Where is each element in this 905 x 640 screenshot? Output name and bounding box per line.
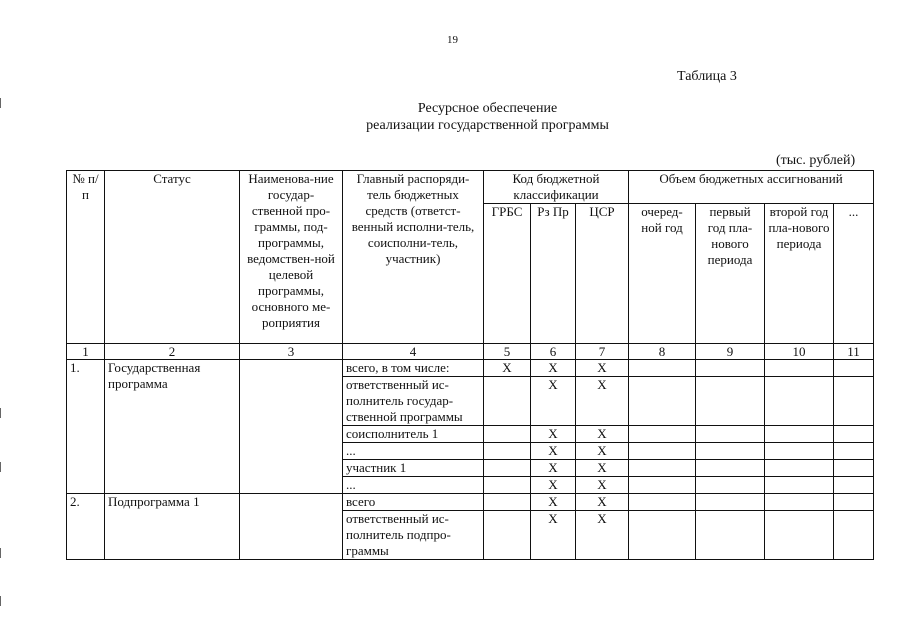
row-csr: X bbox=[576, 360, 629, 377]
column-number: 11 bbox=[834, 344, 874, 360]
row-manager: соисполнитель 1 bbox=[343, 426, 484, 443]
row-more bbox=[834, 511, 874, 560]
column-number: 5 bbox=[484, 344, 531, 360]
row-first-year bbox=[696, 426, 765, 443]
row-second-year bbox=[765, 477, 834, 494]
row-second-year bbox=[765, 511, 834, 560]
column-number: 7 bbox=[576, 344, 629, 360]
row-manager: всего, в том числе: bbox=[343, 360, 484, 377]
row-more bbox=[834, 477, 874, 494]
header-volume: Объем бюджетных ассигнований bbox=[629, 171, 874, 204]
column-number: 2 bbox=[105, 344, 240, 360]
column-number: 10 bbox=[765, 344, 834, 360]
row-first-year bbox=[696, 443, 765, 460]
row-first-year bbox=[696, 494, 765, 511]
table-row bbox=[67, 494, 874, 511]
header-status: Статус bbox=[105, 171, 240, 344]
scan-edge-marks bbox=[0, 0, 6, 640]
row-more bbox=[834, 360, 874, 377]
header-second-year: второй год пла-нового периода bbox=[765, 204, 834, 344]
row-next-year bbox=[629, 360, 696, 377]
row-grbs bbox=[484, 477, 531, 494]
row-csr: X bbox=[576, 426, 629, 443]
row-next-year bbox=[629, 377, 696, 426]
row-next-year bbox=[629, 511, 696, 560]
row-manager: ответственный ис-полнитель государ-ственной программы bbox=[343, 377, 484, 426]
row-more bbox=[834, 377, 874, 426]
row-next-year bbox=[629, 460, 696, 477]
row-first-year bbox=[696, 377, 765, 426]
header-more: ... bbox=[834, 204, 874, 344]
row-next-year bbox=[629, 443, 696, 460]
row-more bbox=[834, 494, 874, 511]
row-manager: участник 1 bbox=[343, 460, 484, 477]
row-second-year bbox=[765, 494, 834, 511]
header-manager: Главный распоряди-тель бюджетных средств (ответст-венный исполни-тель, соисполни-тель, участник) bbox=[343, 171, 484, 344]
row-grbs bbox=[484, 426, 531, 443]
row-status: Подпрограмма 1 bbox=[105, 494, 240, 560]
row-grbs bbox=[484, 377, 531, 426]
row-status: Государственная программа bbox=[105, 360, 240, 494]
title-line-1: Ресурсное обеспечение bbox=[417, 101, 558, 116]
row-more bbox=[834, 460, 874, 477]
title-line-2: реализации государственной программы bbox=[366, 118, 609, 133]
row-rzpr: X bbox=[531, 494, 576, 511]
row-rzpr: X bbox=[531, 477, 576, 494]
row-number: 2. bbox=[67, 494, 105, 560]
row-manager: ... bbox=[343, 443, 484, 460]
row-first-year bbox=[696, 360, 765, 377]
header-csr: ЦСР bbox=[576, 204, 629, 344]
row-manager: всего bbox=[343, 494, 484, 511]
row-grbs bbox=[484, 460, 531, 477]
row-rzpr: X bbox=[531, 377, 576, 426]
row-second-year bbox=[765, 426, 834, 443]
row-second-year bbox=[765, 360, 834, 377]
column-number: 4 bbox=[343, 344, 484, 360]
row-csr: X bbox=[576, 477, 629, 494]
header-row-1 bbox=[67, 171, 874, 204]
table-row bbox=[67, 360, 874, 377]
row-first-year bbox=[696, 511, 765, 560]
table-caption: Таблица 3 bbox=[677, 69, 737, 84]
row-manager: ответственный ис-полнитель подпро-граммы bbox=[343, 511, 484, 560]
row-csr: X bbox=[576, 377, 629, 426]
row-csr: X bbox=[576, 511, 629, 560]
document-title bbox=[0, 100, 905, 134]
column-number-row bbox=[67, 344, 874, 360]
row-number: 1. bbox=[67, 360, 105, 494]
row-first-year bbox=[696, 460, 765, 477]
resource-table bbox=[66, 170, 874, 560]
row-rzpr: X bbox=[531, 360, 576, 377]
row-csr: X bbox=[576, 443, 629, 460]
row-next-year bbox=[629, 477, 696, 494]
row-next-year bbox=[629, 426, 696, 443]
row-rzpr: X bbox=[531, 426, 576, 443]
row-grbs bbox=[484, 511, 531, 560]
units-note: (тыс. рублей) bbox=[776, 153, 856, 168]
row-manager: ... bbox=[343, 477, 484, 494]
row-rzpr: X bbox=[531, 460, 576, 477]
header-grbs: ГРБС bbox=[484, 204, 531, 344]
header-first-year: первый год пла-нового периода bbox=[696, 204, 765, 344]
row-program-name bbox=[240, 360, 343, 494]
row-program-name bbox=[240, 494, 343, 560]
column-number: 8 bbox=[629, 344, 696, 360]
header-rzpr: Рз Пр bbox=[531, 204, 576, 344]
row-first-year bbox=[696, 477, 765, 494]
row-rzpr: X bbox=[531, 443, 576, 460]
page-number: 19 bbox=[447, 34, 458, 46]
header-name: Наименова-ние государ-ственной про-граммы, под-программы, ведомствен-ной целевой программы, основного ме-роприятия bbox=[240, 171, 343, 344]
row-csr: X bbox=[576, 494, 629, 511]
header-budget-code: Код бюджетной классификации bbox=[484, 171, 629, 204]
row-more bbox=[834, 426, 874, 443]
column-number: 3 bbox=[240, 344, 343, 360]
column-number: 9 bbox=[696, 344, 765, 360]
row-second-year bbox=[765, 377, 834, 426]
row-grbs bbox=[484, 443, 531, 460]
row-second-year bbox=[765, 443, 834, 460]
column-number: 1 bbox=[67, 344, 105, 360]
row-rzpr: X bbox=[531, 511, 576, 560]
row-more bbox=[834, 443, 874, 460]
column-number: 6 bbox=[531, 344, 576, 360]
header-num: № п/п bbox=[67, 171, 105, 344]
row-grbs bbox=[484, 494, 531, 511]
row-csr: X bbox=[576, 460, 629, 477]
row-second-year bbox=[765, 460, 834, 477]
row-grbs: X bbox=[484, 360, 531, 377]
row-next-year bbox=[629, 494, 696, 511]
header-next-year: очеред-ной год bbox=[629, 204, 696, 344]
